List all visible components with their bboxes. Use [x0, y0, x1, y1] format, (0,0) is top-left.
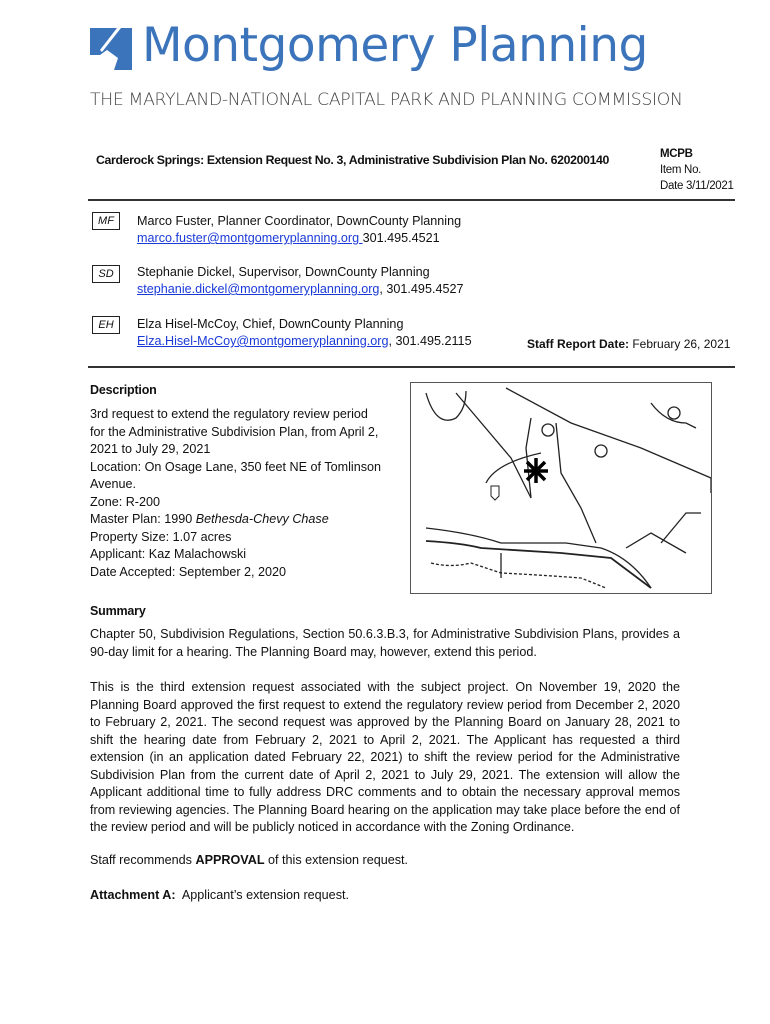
desc-line: Property Size: 1.07 acres [90, 529, 232, 544]
master-plan-value: Bethesda-Chevy Chase [195, 512, 329, 526]
report-title: Carderock Springs: Extension Request No. 3, Administrative Subdivision Plan No. 620200140 [96, 153, 610, 167]
signature-icon: SD [92, 265, 120, 283]
contact-name: Stephanie Dickel, Supervisor, DownCounty Planning [137, 265, 430, 279]
phone: , 301.495.2115 [388, 334, 472, 348]
master-plan [90, 511, 400, 529]
email-link[interactable]: stephanie.dickel@montgomeryplanning.org [137, 282, 380, 296]
item-number: Item No. [660, 164, 702, 176]
divider [88, 199, 735, 201]
rec-text: Staff recommends [90, 853, 196, 867]
board-label: MCPB [660, 148, 693, 160]
meeting-info [660, 146, 734, 194]
logo-text: Montgomery Planning [142, 18, 648, 73]
logo-icon [90, 28, 132, 70]
desc-line: Avenue. [90, 477, 136, 491]
contact-elza-hisel-mccoy [137, 316, 472, 350]
meeting-date: Date 3/11/2021 [660, 180, 734, 192]
organization-subtitle: THE MARYLAND-NATIONAL CAPITAL PARK AND PLANNING COMMISSION [90, 90, 683, 110]
desc-line: Zone: R-200 [90, 494, 161, 509]
signature-icon: MF [92, 212, 120, 230]
desc-line: 3rd request to extend the regulatory review period [90, 407, 368, 421]
signature-icon: EH [92, 316, 120, 334]
staff-recommendation [90, 852, 680, 870]
email-link[interactable]: marco.fuster@montgomeryplanning.org [137, 231, 363, 245]
email-link[interactable]: Elza.Hisel-McCoy@montgomeryplanning.org [137, 334, 389, 348]
desc-line: Applicant: Kaz Malachowski [90, 547, 247, 561]
divider [88, 366, 735, 368]
phone: 301.495.4521 [362, 231, 440, 245]
desc-line: 2021 to July 29, 2021 [90, 442, 211, 456]
contact-marco-fuster [137, 213, 461, 247]
rec-approval: APPROVAL [195, 853, 265, 867]
staff-report-label: Staff Report Date: [527, 337, 630, 351]
description-body [90, 406, 400, 581]
rec-text: of this extension request. [264, 853, 409, 867]
staff-report-date [527, 337, 730, 351]
contact-name: Marco Fuster, Planner Coordinator, DownCounty Planning [137, 214, 462, 228]
summary-heading: Summary [90, 604, 146, 618]
summary-paragraph-1: Chapter 50, Subdivision Regulations, Section 50.6.3.B.3, for Administrative Subdivision Plans, provides a 90-day limit for a hearing. The Planning Board may, however, extend this period. [90, 627, 680, 659]
master-plan-label: Master Plan: 1990 [90, 512, 196, 526]
desc-line: Location: On Osage Lane, 350 feet NE of Tomlinson [90, 459, 382, 474]
desc-line: Date Accepted: September 2, 2020 [90, 564, 287, 579]
desc-line: for the Administrative Subdivision Plan, from April 2, [90, 424, 379, 439]
attachment [90, 887, 680, 905]
contact-stephanie-dickel [137, 264, 463, 298]
description-heading: Description [90, 383, 157, 397]
staff-report-value: February 26, 2021 [629, 337, 731, 351]
vicinity-map [410, 382, 712, 594]
contact-name: Elza Hisel-McCoy, Chief, DownCounty Planning [137, 317, 404, 331]
phone: , 301.495.4527 [379, 282, 464, 296]
attachment-label: Attachment A: [90, 888, 176, 902]
summary-paragraph-2: This is the third extension request associated with the subject project. On November 19, 2020 the Planning Board approved the first request to extend the regulatory review period from December 2, 2020 to February 2, 2021. The second request was approved by the Planning Board on January 28, 2021 to shift the hearing date from February 2, 2021 to April 2, 2021. The Applicant has requested a third extension (in an application dated February 22, 2021) to shift the review period for the Administrative Subdivision Plan from the current date of April 2, 2021 to July 29, 2021. The extension will allow the Applicant additional time to fully address DRC comments and to obtain the necessary approval memos from reviewing agencies. The Planning Board hearing on the application may take place before the end of the review period and will be publicly noticed in accordance with the Zoning Ordinance. [90, 680, 680, 834]
attachment-text: Applicant’s extension request. [175, 888, 349, 902]
